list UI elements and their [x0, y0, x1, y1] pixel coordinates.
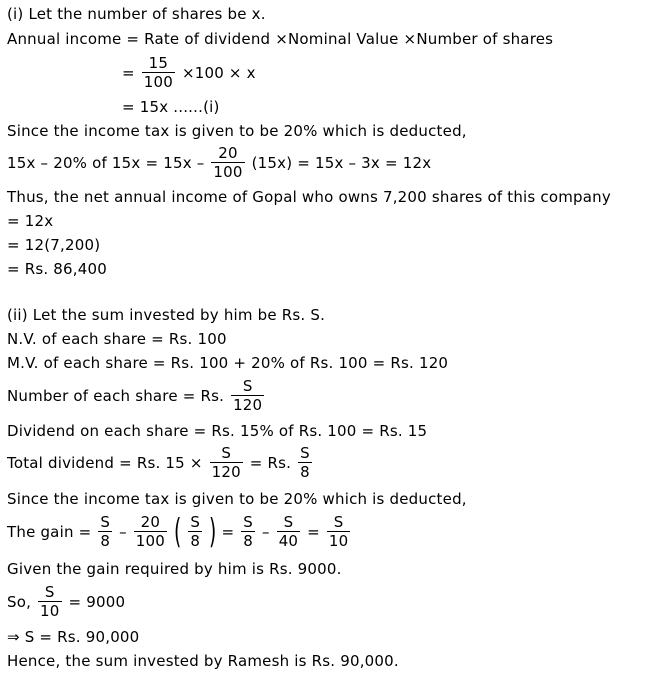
fraction-s-8	[188, 514, 202, 550]
fraction-denominator: 10	[40, 602, 60, 620]
number-of-shares-line	[7, 378, 266, 414]
part2-answer: Hence, the sum invested by Ramesh is Rs. 90,000.	[7, 652, 399, 670]
equals-sign: =	[221, 523, 235, 541]
total-dividend-line	[7, 445, 314, 481]
fraction-denominator: 100	[143, 73, 173, 91]
fraction-numerator: S	[243, 513, 254, 531]
fraction-numerator: 20	[218, 144, 238, 162]
fraction-s-8	[298, 445, 312, 481]
fraction-s-8	[98, 514, 112, 550]
fraction-denominator: 8	[100, 532, 111, 550]
fraction-s-120	[210, 445, 243, 481]
net-income-calculation	[7, 145, 431, 181]
annual-income-substitution	[122, 55, 256, 91]
expression-head: So,	[7, 593, 32, 611]
part1-heading: (i) Let the number of shares be x.	[7, 5, 266, 23]
solution-line: ⇒ S = Rs. 90,000	[7, 628, 140, 646]
fraction-s-10	[327, 514, 351, 550]
dividend-per-share-line: Dividend on each share = Rs. 15% of Rs. 100 = Rs. 15	[7, 422, 428, 440]
expression-tail: ×100 × x	[181, 64, 256, 82]
fraction-numerator: S	[44, 583, 55, 601]
fraction-numerator: S	[100, 513, 111, 531]
fraction-denominator: 120	[233, 396, 263, 414]
equation-line	[7, 584, 125, 620]
nominal-value-line: N.V. of each share = Rs. 100	[7, 330, 227, 348]
expression-head: Total dividend = Rs. 15 ×	[7, 454, 203, 472]
fraction-numerator: 15	[148, 54, 169, 72]
equals-sign: =	[307, 523, 320, 541]
fraction-s-120	[231, 378, 264, 414]
fraction-s-40	[277, 514, 301, 550]
part1-answer: = Rs. 86,400	[7, 260, 107, 278]
fraction-numerator: 20	[140, 513, 161, 531]
expression-head: Number of each share = Rs.	[7, 387, 225, 405]
fraction-numerator: S	[300, 444, 310, 462]
fraction-numerator: S	[333, 513, 344, 531]
fraction-numerator: S	[190, 513, 201, 531]
fraction-denominator: 10	[328, 532, 349, 550]
step-12-times-7200: = 12(7,200)	[7, 236, 101, 254]
expression-tail: = 9000	[68, 593, 126, 611]
fraction-denominator: 100	[213, 163, 243, 181]
fraction-denominator: 8	[300, 463, 310, 481]
fraction-s-10	[38, 584, 62, 620]
expression-middle: = Rs.	[249, 454, 292, 472]
left-paren: (	[173, 512, 182, 552]
expression-head: 15x – 20% of 15x = 15x –	[7, 154, 205, 172]
fraction-denominator: 120	[211, 463, 241, 481]
fraction-numerator: S	[221, 444, 232, 462]
expression-head: The gain =	[7, 523, 92, 541]
right-paren: )	[209, 512, 217, 552]
required-gain-line: Given the gain required by him is Rs. 9000.	[7, 560, 342, 578]
market-value-line: M.V. of each share = Rs. 100 + 20% of Rs. 100 = Rs. 120	[7, 354, 449, 372]
annual-income-formula: Annual income = Rate of dividend ×Nominal Value ×Number of shares	[7, 30, 554, 48]
equals-sign: =	[122, 64, 135, 82]
fraction-denominator: 100	[135, 532, 165, 550]
income-tax-statement: Since the income tax is given to be 20% which is deducted,	[7, 122, 467, 140]
expression-tail: (15x) = 15x – 3x = 12x	[251, 154, 432, 172]
fraction-20-100	[134, 514, 167, 550]
fraction-denominator: 40	[278, 532, 299, 550]
gain-calculation-line	[7, 514, 352, 550]
income-tax-statement-2: Since the income tax is given to be 20% which is deducted,	[7, 490, 467, 508]
fraction-numerator: S	[283, 513, 294, 531]
part2-heading: (ii) Let the sum invested by him be Rs. S.	[7, 306, 326, 324]
fraction-denominator: 8	[243, 532, 254, 550]
fraction-15-100	[142, 55, 175, 91]
minus-sign: –	[119, 523, 127, 541]
fraction-s-8	[241, 514, 255, 550]
annual-income-result: = 15x ......(i)	[122, 98, 220, 116]
fraction-denominator: 8	[190, 532, 201, 550]
fraction-numerator: S	[242, 377, 253, 395]
minus-sign: –	[262, 523, 270, 541]
step-12x: = 12x	[7, 212, 54, 230]
net-income-statement: Thus, the net annual income of Gopal who owns 7,200 shares of this company	[7, 188, 611, 206]
fraction-20-100	[211, 145, 244, 181]
